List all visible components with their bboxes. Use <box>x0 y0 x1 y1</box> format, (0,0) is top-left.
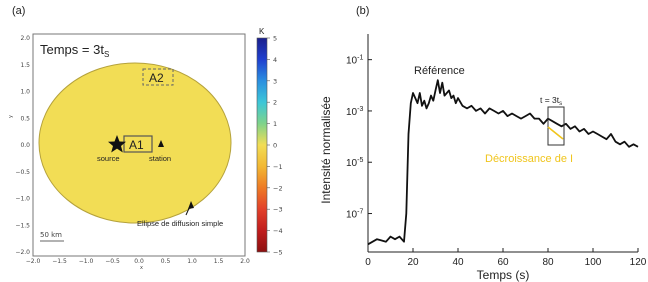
colorbar-tick-label: 0 <box>273 141 278 150</box>
x-ticks <box>365 248 647 268</box>
scale-label: 50 km <box>40 231 63 239</box>
source-label: source <box>97 154 120 163</box>
map-x-axis-letter: x <box>140 265 143 271</box>
map-y-tick-label: 0.5 <box>20 115 30 123</box>
y-tick-label: $10^{-7}$ <box>346 208 364 221</box>
ellipse-label: Ellipse de diffusion simple <box>137 219 224 228</box>
y-tick-label: $10^{-5}$ <box>346 157 364 170</box>
colorbar-tick-label: 3 <box>273 77 278 86</box>
colorbar-tick-label: 5 <box>273 34 278 43</box>
map-x-tick-label: 2.0 <box>240 258 250 265</box>
map-y-tick-label: −2.0 <box>15 249 30 256</box>
x-tick-label: 100 <box>584 257 602 268</box>
panel-b-chart <box>319 34 647 282</box>
colorbar-tick-label: −4 <box>273 227 283 236</box>
map-x-tick-label: −1.5 <box>52 258 67 265</box>
x-axis-label: Temps (s) <box>476 268 530 282</box>
colorbar-tick-label: 2 <box>273 98 278 107</box>
x-tick-label: 60 <box>497 257 509 268</box>
decay-annotation: Décroissance de I <box>485 153 574 165</box>
map-x-tick-label: 1.5 <box>213 258 224 265</box>
y-tick-label: $10^{-3}$ <box>346 105 364 118</box>
box-a2-label: A2 <box>149 71 164 85</box>
map-y-axis-letter: y <box>8 115 14 118</box>
colorbar-tick-label: 1 <box>273 120 278 129</box>
colorbar-tick-label: −3 <box>273 205 283 214</box>
station-label: station <box>149 154 172 163</box>
colorbar-title: K <box>259 27 265 36</box>
map-x-tick-label: −1.0 <box>78 258 94 265</box>
map-x-tick-label: 0.5 <box>160 258 171 265</box>
panel-a-label: (a) <box>12 5 26 17</box>
map-x-tick-label: 0.0 <box>134 258 144 265</box>
x-tick-label: 0 <box>365 257 371 268</box>
panel-a-map <box>8 34 250 271</box>
map-x-tick-label: 1.0 <box>187 258 197 265</box>
map-y-tick-label: 1.0 <box>20 88 30 96</box>
reference-annotation: Référence <box>414 65 465 77</box>
map-y-tick-label: 2.0 <box>20 35 30 42</box>
panel-b-label: (b) <box>356 5 370 17</box>
colorbar-tick-label: 4 <box>273 55 278 64</box>
colorbar-bar <box>257 38 267 252</box>
time-label: Temps = $3t_S$ <box>40 42 110 59</box>
y-tick-label: $10^{-1}$ <box>346 54 364 67</box>
colorbar-ticks <box>267 35 283 257</box>
colorbar <box>257 27 283 257</box>
box-a1-label: A1 <box>129 138 144 152</box>
map-y-tick-label: 0.0 <box>20 142 30 149</box>
x-tick-label: 20 <box>407 257 419 268</box>
colorbar-tick-label: −5 <box>273 248 283 257</box>
map-x-tick-label: −2.0 <box>25 258 41 265</box>
decay-marker <box>548 127 563 139</box>
x-tick-label: 80 <box>542 257 554 268</box>
x-tick-label: 40 <box>452 257 464 268</box>
time-annotation: $t = 3t_s$ <box>540 95 563 107</box>
map-y-tick-label: −0.5 <box>15 168 30 176</box>
map-y-ticks <box>15 35 30 256</box>
map-y-tick-label: −1.0 <box>15 195 30 203</box>
map-x-ticks <box>26 258 250 265</box>
colorbar-tick-label: −2 <box>273 184 283 193</box>
y-axis-label: Intensité normalisée <box>319 96 333 204</box>
colorbar-tick-label: −1 <box>273 162 283 171</box>
map-y-tick-label: 1.5 <box>20 61 30 69</box>
x-tick-label: 120 <box>629 257 647 268</box>
map-x-tick-label: −0.5 <box>105 258 120 265</box>
map-y-tick-label: −1.5 <box>15 222 30 230</box>
